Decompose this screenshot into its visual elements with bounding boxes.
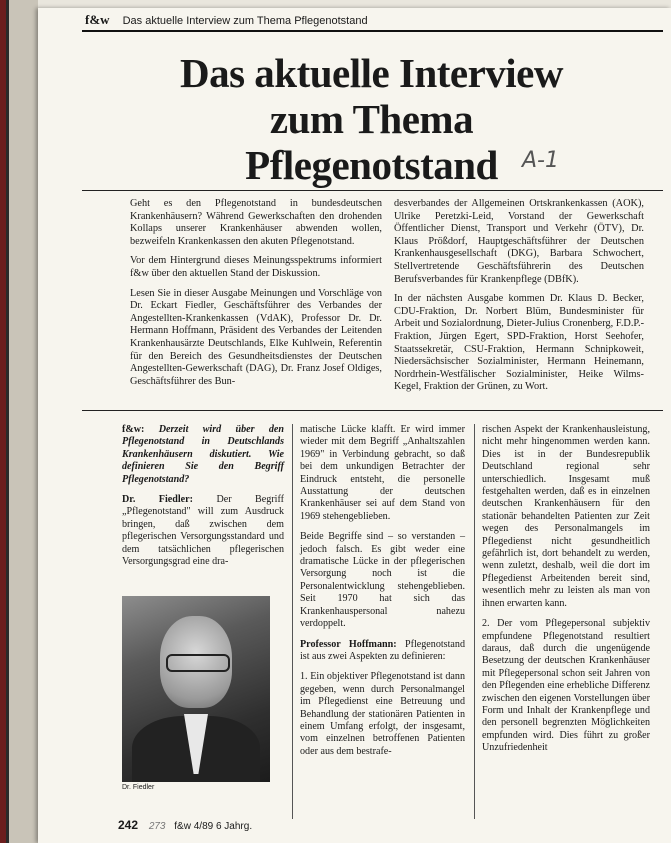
column-2-paragraph-2: Beide Begriffe sind – so verstanden – jedoch falsch. Es gibt weder eine dramatische Lücke in der pflegerischen Versorgung noch ist die Personalentwicklung stehengeblieben. Seit 1970 hat sich das Krankenhauspersonal nahezu verdoppelt. [300,531,465,630]
title-line-1: Das aktuelle Interview [179,50,563,96]
answer-hoffmann [300,639,465,664]
intro-top-rule [82,190,663,191]
intro-paragraph-2: Vor dem Hintergrund dieses Meinungsspektrums informiert f&w über den aktuellen Stand der Diskussion. [130,255,382,279]
page-number: 242 [118,818,139,832]
title-line-3: Pflegenotstand [245,142,498,188]
intro-paragraph-4: desverbandes der Allgemeinen Ortskrankenkassen (AOK), Ulrike Peretzki-Leid, Vorstand der Gewerkschaft Öffentlicher Dienst, Transport und Verkehr (ÖTV), Dr. Klaus Prößdorf, Hauptgeschäftsführer der Deutschen Krankenhausgesellschaft (DKG), Barbara Schwochert, Stellvertretende Geschäftsführerin des Deutschen Berufsverbandes für Krankenpflege (DBfK). [394,198,644,285]
intro-paragraph-1: Geht es den Pflegenotstand in bundesdeutschen Krankenhäusern? Während Gewerkschaften den drohenden Kollaps unserer Krankenhäuser abwenden wollen, bezweifeln Krankenkassen den akuten Pflegenotstand. [130,198,382,247]
interview-column-2 [300,424,465,766]
handwritten-page-number: 273 [148,821,166,832]
answer-fiedler [122,494,284,568]
column-2-paragraph-3: 1. Ein objektiver Pflegenotstand ist dann gegeben, wenn durch Personalmangel im Pflegedienst eine Betreuung und Behandlung der stationären Patienten in einem Umfang erfolgt, der insgesamt, vom einzelnen betroffenen Patienten oder aus dem bestrafe- [300,671,465,757]
answer-label-hoffmann: Professor Hoffmann: [300,638,397,650]
intro-paragraph-5: In der nächsten Ausgabe kommen Dr. Klaus D. Becker, CDU-Fraktion, Dr. Norbert Blüm, Bundesminister für Arbeit und Sozialordnung, Dieter-Julius Cronenberg, F.D.P.-Fraktion, Jürgen Egert, SPD-Fraktion, Horst Seehofer, Staatssekretär, CSU-Fraktion, Hermann Schnipkoweit, Niedersächsischer Sozialminister, Hermann Heinemann, Nordrhein-Westfälischer Sozialminister, Heike Wilms-Kegel, Fraktion der Grünen, zu Wort. [394,293,644,393]
column-divider-1 [292,424,293,819]
question-label: f&w: [122,424,145,435]
interview-question [122,424,284,486]
answer-label-fiedler: Dr. Fiedler: [122,494,193,506]
portrait-photo [122,596,270,782]
column-2-paragraph-1: matische Lücke klafft. Er wird immer wieder mit dem Begriff „Anhaltszahlen 1969" in Verbindung gebracht, so daß bei dem unkundigen Betrachter der Eindruck entsteht, die personelle Ausstattung der deutschen Krankenhäuser sei auf dem Stand von 1969 stehengeblieben. [300,424,465,522]
answer-text-hoffmann: Pflegenotstand ist aus zwei Aspekten zu definieren: [300,638,465,662]
column-3-paragraph-2: 2. Der vom Pflegepersonal subjektiv empfundene Pflegenotstand resultiert daraus, daß durch die ungenügende Besetzung der deutschen Krankenhäuser mit Pflegepersonal schon seit Jahren von den Pflegenden eine erhebliche Differenz zwischen den eigenen Vorstellungen über Form und Inhalt der Krankenpflege und den personell begrenzten Möglichkeiten empfunden wird. Dies führt zu großer Unzufriedenheit [482,618,650,754]
journal-reference: f&w 4/89 6 Jahrg. [174,821,253,832]
running-header [85,12,368,28]
question-text: Derzeit wird über den Pflegenotstand in Deutschlands Krankenhäusern diskutiert. Wie definieren Sie den Begriff Pflegenotstand? [122,424,284,485]
article-title [82,50,661,188]
photo-caption: Dr. Fiedler [122,784,155,791]
handwritten-note: A-1 [522,148,559,173]
binding-gutter [0,0,38,843]
magazine-logo: f&w [85,12,110,27]
photo-glasses [166,654,230,672]
title-line-2: zum Thema [269,96,474,142]
header-rule [82,30,663,32]
column-divider-2 [474,424,475,819]
intro-bottom-rule [82,410,663,411]
interview-column-3 [482,424,650,763]
column-3-paragraph-1: rischen Aspekt der Krankenhausleistung, nicht mehr hingenommen werden kann. Dies ist in der Bundesrepublik Deutschland regional sehr unterschiedlich. Insgesamt muß festgehalten werden, daß es in einzelnen deutschen Krankenhäusern für den stationär behandelten Patienten zur Zeit wegen des Personalmangels im Pflegedienst nicht gesundheitlich gefährlich ist, dort behandelt zu werden, wenn zuletzt, deshalb, weil die dort im Pflegedienst Arbeitenden bereit sind, wesentlich mehr zu leisten als man von ihnen erwarten kann. [482,424,650,609]
intro-column-right [394,198,644,401]
header-text: Das aktuelle Interview zum Thema Pflegenotstand [122,15,368,27]
interview-column-1 [122,424,284,576]
intro-column-left [130,198,382,395]
page-footer [118,818,252,832]
answer-text-fiedler: Der Begriff „Pflegenotstand" will zum Ausdruck bringen, daß zwischen dem pflegerischen Versorgungsstandard und dem tatsächlichen pflegerischen Versorgungsgrad eine dra- [122,494,284,568]
intro-paragraph-3: Lesen Sie in dieser Ausgabe Meinungen und Vorschläge von Dr. Eckart Fiedler, Geschäftsführer des Verbandes der Angestellten-Krankenkassen (VdAK), Professor Dr. Dr. Hermann Hoffmann, Präsident des Verbandes der Leitenden Krankenhausärzte Deutschlands, Elke Kuhlwein, Referentin für den Bereich des Gesundheitsdienstes der Deutschen Angestellten-Gewerkschaft (DAG), Dr. Franz Josef Oldiges, Geschäftsführer des Bun- [130,287,382,387]
